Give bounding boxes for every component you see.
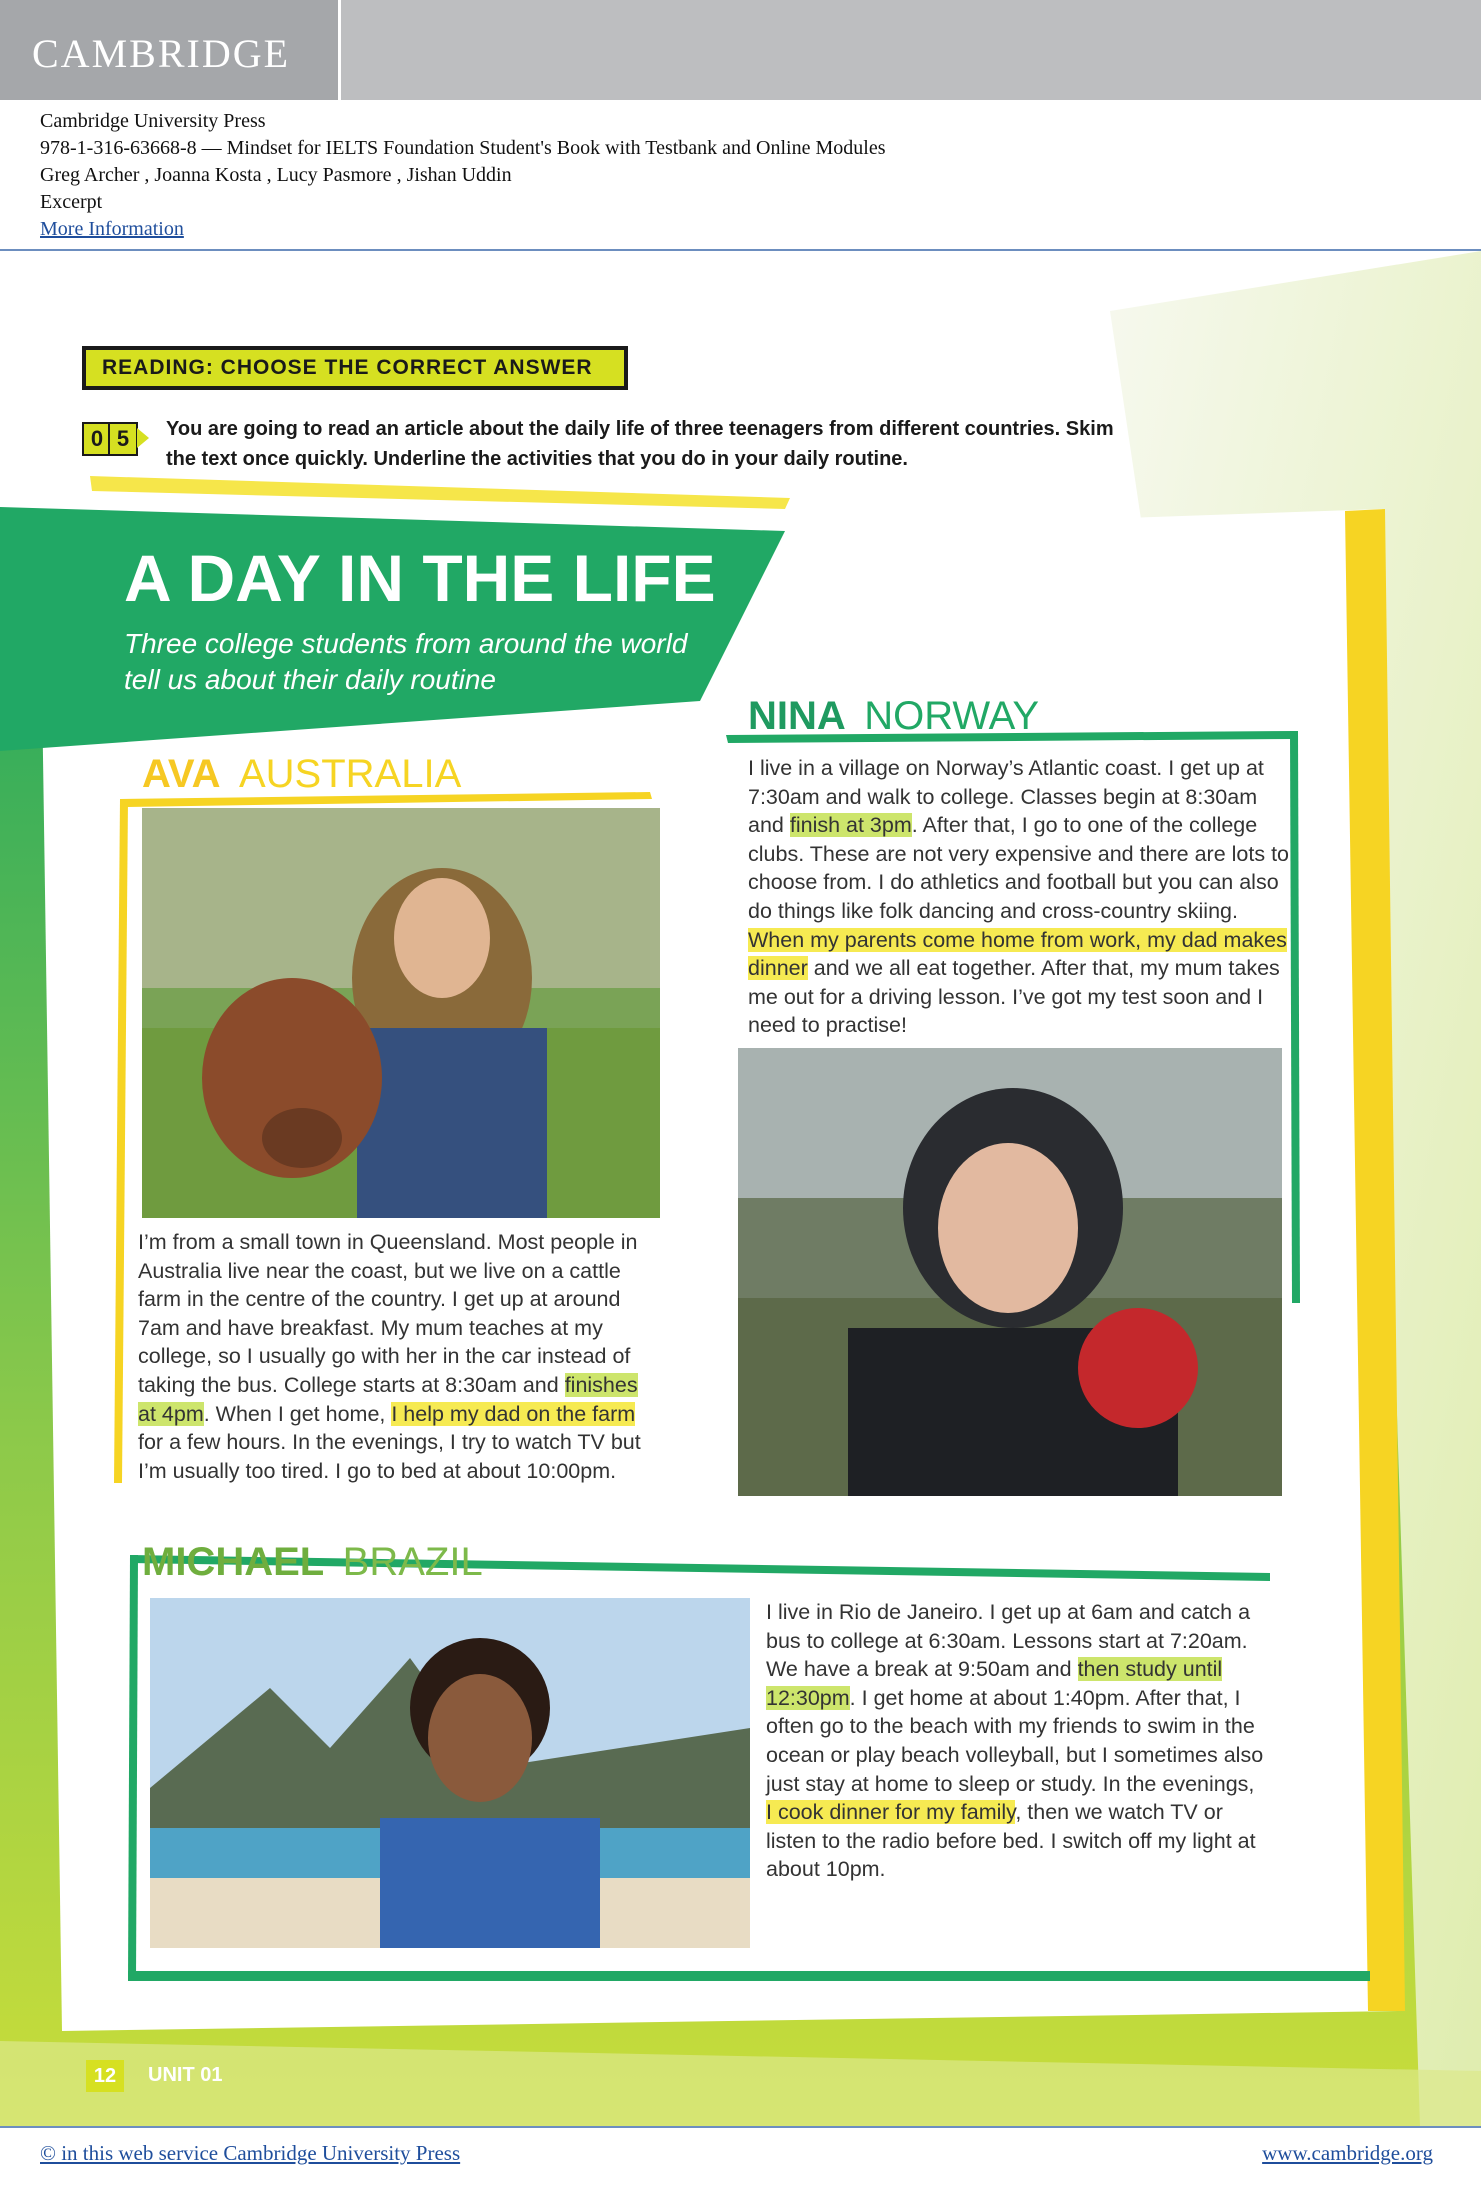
exercise-number-digit: 0 xyxy=(82,422,112,456)
footer-divider xyxy=(0,2126,1481,2128)
michael-name: MICHAEL xyxy=(142,1540,325,1584)
more-information-link[interactable]: More Information xyxy=(40,218,184,240)
michael-text-part: . I get home at about 1:40pm. After that, I often go to the beach with my friends to swim in the ocean or play beach volleyball, but I sometimes also just stay at home to sleep or study. In the evenings, xyxy=(766,1685,1264,1796)
ava-text xyxy=(138,1228,658,1485)
section-label-text: READING: CHOOSE THE CORRECT ANSWER xyxy=(86,350,624,386)
michael-text-part: I live in Rio de Janeiro. I get up at 6am and catch a bus to college at 6:30am. Lessons start at 7:20am. We have a break at 9:50am and xyxy=(766,1600,1251,1682)
michael-highlight: then study until 12:30pm xyxy=(766,1657,1223,1710)
excerpt-label: Excerpt xyxy=(40,191,103,213)
ava-highlight: I help my dad on the farm xyxy=(391,1401,636,1426)
exercise-number-digit: 5 xyxy=(108,422,138,456)
nina-name: NINA xyxy=(748,694,846,738)
exercise-instruction: You are going to read an article about the daily life of three teenagers from different countries. Skim the text once quickly. Underline the activities that you do in your daily routine. xyxy=(166,418,1114,470)
ava-text-part: I’m from a small town in Queensland. Most people in Australia live near the coast, but we live on a cattle farm in the centre of the country. I get up at around 7am and have breakfast. My mum teaches at my college, so I usually go with her in the car instead of taking the bus. College starts at 8:30am and xyxy=(138,1230,638,1397)
cambridge-logo: CAMBRIDGE xyxy=(32,31,291,76)
book-metadata xyxy=(40,108,886,243)
nina-country: NORWAY xyxy=(864,694,1040,738)
nina-text-part: . After that, I go to one of the college clubs. These are not very expensive and there are lots to choose from. I do athletics and football but you can also do things like folk dancing and cross-country skiing. xyxy=(748,813,1289,923)
michael-country: BRAZIL xyxy=(342,1540,483,1584)
copyright-link[interactable]: © in this web service Cambridge University Press xyxy=(40,2141,461,2165)
michael-text xyxy=(766,1598,1266,1884)
logo-panel xyxy=(0,0,341,100)
nina-photo xyxy=(738,1048,1282,1496)
article-title: A DAY IN THE LIFE xyxy=(124,541,716,615)
ava-country: AUSTRALIA xyxy=(238,752,462,796)
isbn-title: 978-1-316-63668-8 — Mindset for IELTS Foundation Student's Book with Testbank and Online Modules xyxy=(40,137,886,159)
arrow-right-icon xyxy=(137,428,149,448)
ava-text-part: . When I get home, xyxy=(203,1401,392,1426)
publisher-name: Cambridge University Press xyxy=(40,110,266,132)
ava-heading xyxy=(142,752,461,797)
nina-highlight: finish at 3pm xyxy=(789,813,912,838)
nina-text-part: I live in a village on Norway’s Atlantic coast. I get up at 7:30am and walk to college. Classes begin at 8:30am and xyxy=(748,756,1264,838)
ava-photo xyxy=(142,808,660,1218)
ava-text-part: for a few hours. In the evenings, I try to watch TV but I’m usually too tired. I go to bed at about 10:00pm. xyxy=(138,1430,641,1483)
ava-name: AVA xyxy=(142,752,221,796)
nina-heading xyxy=(748,694,1039,739)
authors: Greg Archer , Joanna Kosta , Lucy Pasmore , Jishan Uddin xyxy=(40,164,512,186)
exercise-number xyxy=(82,422,146,454)
nina-text-part: and we all eat together. After that, my mum takes me out for a driving lesson. I’ve got my test soon and I need to practise! xyxy=(748,956,1280,1038)
michael-photo xyxy=(150,1598,750,1948)
ava-highlight: finishes at 4pm xyxy=(138,1372,638,1426)
nina-text xyxy=(748,754,1294,1040)
page-number: 12 xyxy=(86,2060,124,2092)
michael-text-part: , then we watch TV or listen to the radio before bed. I switch off my light at about 10pm. xyxy=(766,1800,1256,1882)
section-label xyxy=(82,346,628,390)
article-subtitle: Three college students from around the world tell us about their daily routine xyxy=(124,628,688,695)
michael-heading xyxy=(142,1540,483,1585)
website-link[interactable]: www.cambridge.org xyxy=(1262,2141,1433,2165)
unit-label: UNIT 01 xyxy=(148,2064,223,2086)
nina-highlight: When my parents come home from work, my dad makes dinner xyxy=(748,927,1287,981)
michael-highlight: I cook dinner for my family xyxy=(766,1800,1016,1825)
